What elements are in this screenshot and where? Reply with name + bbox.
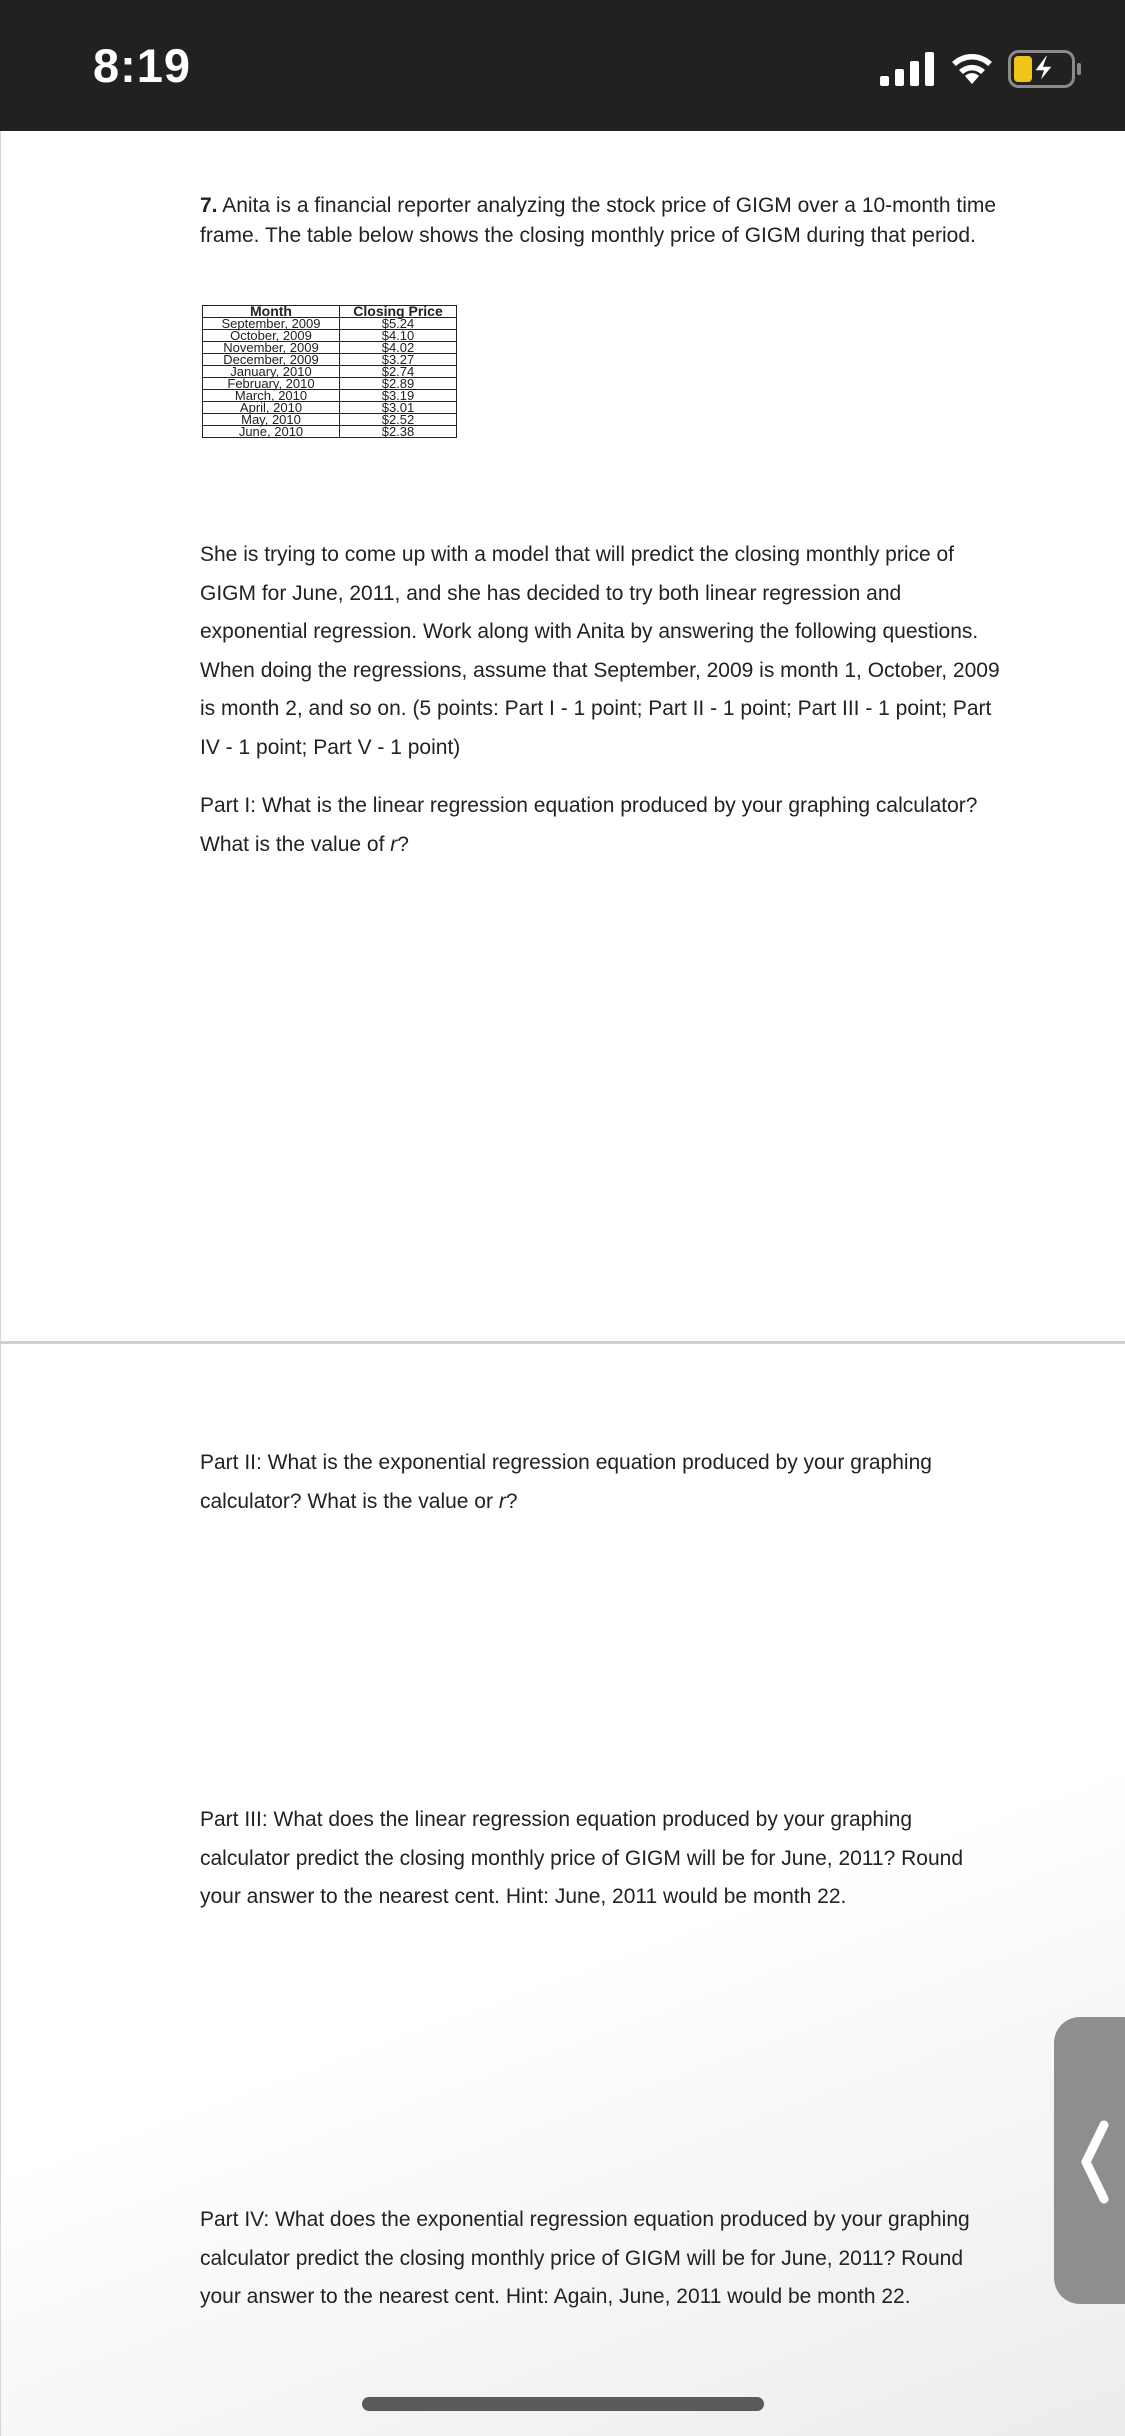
table-cell-month: November, 2009	[203, 342, 340, 354]
table-cell-month: June, 2010	[203, 426, 340, 438]
part-3-question: Part III: What does the linear regression equation produced by your graphing calculator predict the closing monthly price of GIGM will be for June, 2011? Round your answer to the nearest cent. Hint: June, 2011 would be month 22.	[200, 1808, 963, 1908]
home-indicator[interactable]	[362, 2397, 764, 2411]
price-table	[202, 305, 457, 438]
table-cell-price: $2.74	[340, 366, 457, 378]
table-cell-month: March, 2010	[203, 390, 340, 402]
table-cell-month: December, 2009	[203, 354, 340, 366]
part-1-suffix: ?	[397, 832, 409, 856]
table-cell-price: $3.01	[340, 402, 457, 414]
battery-charging-icon	[1008, 50, 1084, 88]
table-cell-month: September, 2009	[203, 318, 340, 330]
table-cell-price: $2.38	[340, 426, 457, 438]
table-cell-price: $4.10	[340, 330, 457, 342]
part-1-question	[200, 787, 1000, 864]
table-header-price: Closing Price	[340, 306, 457, 318]
wifi-icon	[951, 50, 993, 86]
cellular-signal-icon	[880, 52, 936, 86]
part-2-question	[200, 1444, 1000, 1521]
table-cell-price: $2.89	[340, 378, 457, 390]
table-cell-price: $3.19	[340, 390, 457, 402]
question-number: 7.	[200, 194, 218, 217]
table-cell-month: May, 2010	[203, 414, 340, 426]
part-2-suffix: ?	[505, 1489, 518, 1513]
part-2-text: Part II: What is the exponential regression equation produced by your graphing calculator? What is the value or	[200, 1451, 932, 1513]
table-header-month: Month	[203, 306, 340, 318]
table-cell-month: October, 2009	[203, 330, 340, 342]
part-4-question: Part IV: What does the exponential regression equation produced by your graphing calculator predict the closing monthly price of GIGM will be for June, 2011? Round your answer to the nearest cent. Hint: Again, June, 2011 would be month 22.	[200, 2208, 970, 2308]
table-cell-month: April, 2010	[203, 402, 340, 414]
table-cell-price: $5.24	[340, 318, 457, 330]
table-row	[203, 426, 457, 438]
question-7	[200, 191, 1000, 251]
status-time: 8:19	[93, 39, 192, 92]
table-cell-price: $3.27	[340, 354, 457, 366]
document-page-1	[0, 131, 1125, 1341]
table-cell-price: $2.52	[340, 414, 457, 426]
table-cell-month: January, 2010	[203, 366, 340, 378]
model-paragraph: She is trying to come up with a model that will predict the closing monthly price of GIGM for June, 2011, and she has decided to try both linear regression and exponential regression. Work along with Anita by answering the following questions. When doing the regressions, assume that September, 2009 is month 1, October, 2009 is month 2, and so on. (5 points: Part I - 1 point; Part II - 1 point; Part III - 1 point; Part IV - 1 point; Part V - 1 point)	[200, 543, 1000, 759]
part-2-variable: r	[498, 1489, 506, 1513]
document-page-2	[0, 1344, 1125, 2436]
table-cell-price: $4.02	[340, 342, 457, 354]
chevron-left-icon	[1074, 2117, 1114, 2207]
status-bar	[0, 0, 1125, 131]
side-panel-tab[interactable]	[1054, 2017, 1125, 2304]
question-text: Anita is a financial reporter analyzing the stock price of GIGM over a 10-month time frame. The table below shows the closing monthly price of GIGM during that period.	[200, 194, 997, 247]
part-1-text: Part I: What is the linear regression equation produced by your graphing calculator? What is the value of	[200, 794, 978, 856]
part-1-variable: r	[390, 832, 398, 856]
table-cell-month: February, 2010	[203, 378, 340, 390]
